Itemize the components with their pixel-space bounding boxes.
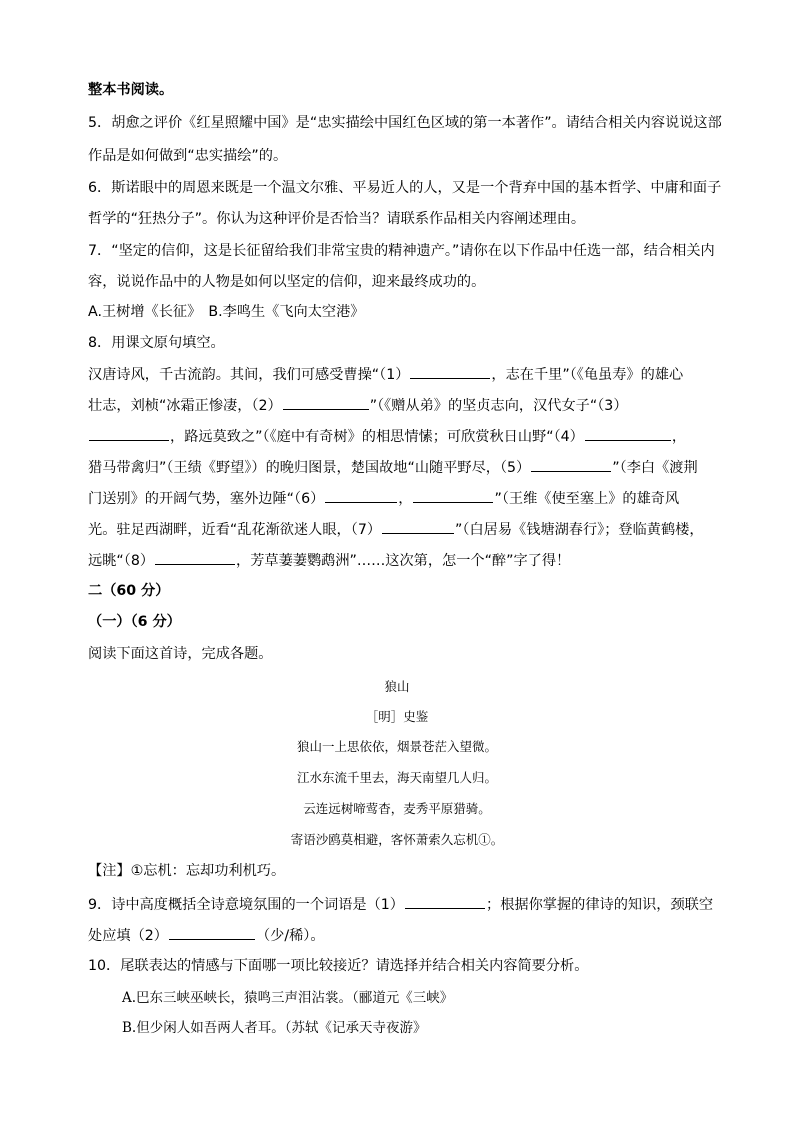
question-8-line-6-text-b: ”（白居易《钱塘湖春行》；登临黄鹤楼，	[455, 522, 704, 538]
question-8-line-2-text-a: 壮志，刘桢“冰霜正惨凄，（2）	[88, 398, 282, 414]
poem-annotation-note: 【注】①忘机：忘却功利机巧。	[88, 863, 286, 879]
question-7-line-1: 7．“坚定的信仰，这是长征留给我们非常宝贵的精神遗产。”请你在以下作品中任选一部，结合相关内	[88, 243, 715, 259]
question-8-line-6	[88, 519, 704, 540]
question-9-line-2-text-a: 处应填（2）	[88, 928, 168, 944]
question-10-line-1: 10．尾联表达的情感与下面哪一项比较接近？请选择并结合相关内容简要分析。	[88, 958, 589, 974]
poem-line-4: 寄语沙鸥莫相避，客怀萧索久忘机①。	[290, 832, 504, 847]
answer-blank-4[interactable]	[585, 426, 671, 441]
question-9-line-2	[88, 925, 325, 946]
question-5-line-1: 5．胡愈之评价《红星照耀中国》是“忠实描绘中国红色区域的第一本著作”。请结合相关内容说说这部	[88, 115, 722, 131]
answer-blank-7[interactable]	[382, 519, 454, 534]
question-8-line-1-text-a: 汉唐诗风，千古流韵。其间，我们可感受曹操“（1）	[88, 367, 410, 383]
question-5-line-2: 作品是如何做到“忠实描绘”的。	[88, 148, 288, 164]
answer-blank-9-1[interactable]	[405, 894, 485, 909]
section-2-heading: 二（60 分）	[88, 583, 170, 599]
question-8-line-3	[88, 426, 686, 447]
question-8-line-3-text-b: ，	[671, 429, 687, 445]
question-7-line-2: 容，说说作品中的人物是如何以坚定的信仰，迎来最终成功的。	[88, 274, 486, 290]
poem-line-2: 江水东流千里去，海天南望几人归。	[296, 770, 497, 785]
answer-blank-9-2[interactable]	[169, 925, 255, 940]
question-8-line-1	[88, 364, 683, 385]
question-8-line-4	[88, 457, 698, 478]
question-10-option-a: A.巴东三峡巫峡长，猿鸣三声泪沾裳。（郦道元《三峡》	[122, 990, 454, 1006]
question-8-line-6-text-a: 光。驻足西湖畔，近看“乱花渐欲迷人眼，（7）	[88, 522, 382, 538]
poem-line-3: 云连远树啼莺杳，麦秀平原猎骑。	[303, 801, 491, 816]
reading-instruction: 阅读下面这首诗，完成各题。	[88, 646, 273, 662]
poem-line-1: 狼山一上思依依，烟景苍茫入望微。	[296, 739, 497, 754]
answer-blank-6a[interactable]	[325, 488, 397, 503]
question-8-line-1-text-b: ，志在千里”（《龟虽寿》的雄心	[491, 367, 684, 383]
question-9-line-1-text-b: ；根据你掌握的律诗的知识，颈联空	[486, 897, 714, 913]
answer-blank-1[interactable]	[410, 364, 490, 379]
question-9-line-2-text-b: （少/稀）。	[255, 928, 325, 944]
question-8-line-3-text-a: ，路远莫致之”（《庭中有奇树》的相思情愫；可欣赏秋日山野“（4）	[170, 429, 584, 445]
question-7-options: A.王树增《长征》 B.李鸣生《飞向太空港》	[88, 304, 365, 320]
answer-blank-5[interactable]	[531, 457, 611, 472]
question-6-line-2: 哲学的“狂热分子”。你认为这种评价是否恰当？请联系作品相关内容阐述理由。	[88, 211, 586, 227]
answer-blank-3[interactable]	[89, 426, 169, 441]
question-9-line-1-text-a: 9．诗中高度概括全诗意境氛围的一个词语是（1）	[88, 897, 404, 913]
question-8-line-7-text-b: ，芳草萋萋鹦鹉洲”……这次第，怎一个“醉”字了得！	[236, 553, 571, 569]
answer-blank-2[interactable]	[283, 395, 369, 410]
answer-blank-6b[interactable]	[413, 488, 493, 503]
question-6-line-1: 6．斯诺眼中的周恩来既是一个温文尔雅、平易近人的人，又是一个背弃中国的基本哲学、中庸和面子	[88, 180, 722, 196]
question-8-title: 8．用课文原句填空。	[88, 335, 225, 351]
question-8-line-5	[88, 488, 679, 509]
question-8-line-5-text-c: ”（王维《使至塞上》的雄奇风	[494, 491, 680, 507]
question-8-line-4-text-b: ”（李白《渡荆	[612, 460, 698, 476]
question-8-line-2-text-b: ”（《赠从弟》的坚贞志向，汉代女子“（3）	[369, 398, 628, 414]
question-8-line-7-text-a: 远眺“（8）	[88, 553, 155, 569]
question-8-line-4-text-a: 猎马带禽归”（王绩《野望》）的晚归图景，楚国故地“山随平野尽，（5）	[88, 460, 531, 476]
poem-title: 狼山	[384, 679, 410, 694]
section-heading-whole-book-reading: 整本书阅读。	[88, 82, 174, 98]
question-10-option-b: B.但少闲人如吾两人者耳。（苏轼《记承天寺夜游》	[122, 1020, 427, 1036]
question-8-line-2	[88, 395, 628, 416]
question-8-line-5-text-a: 门送别》的开阔气势，塞外边陲“（6）	[88, 491, 325, 507]
part-1-heading: （一）（6 分）	[88, 614, 181, 630]
question-9-line-1	[88, 894, 713, 915]
answer-blank-8[interactable]	[155, 550, 235, 565]
question-8-line-7	[88, 550, 570, 571]
poem-author: ［明］史鉴	[365, 709, 429, 724]
question-8-line-5-text-b: ，	[398, 491, 413, 507]
